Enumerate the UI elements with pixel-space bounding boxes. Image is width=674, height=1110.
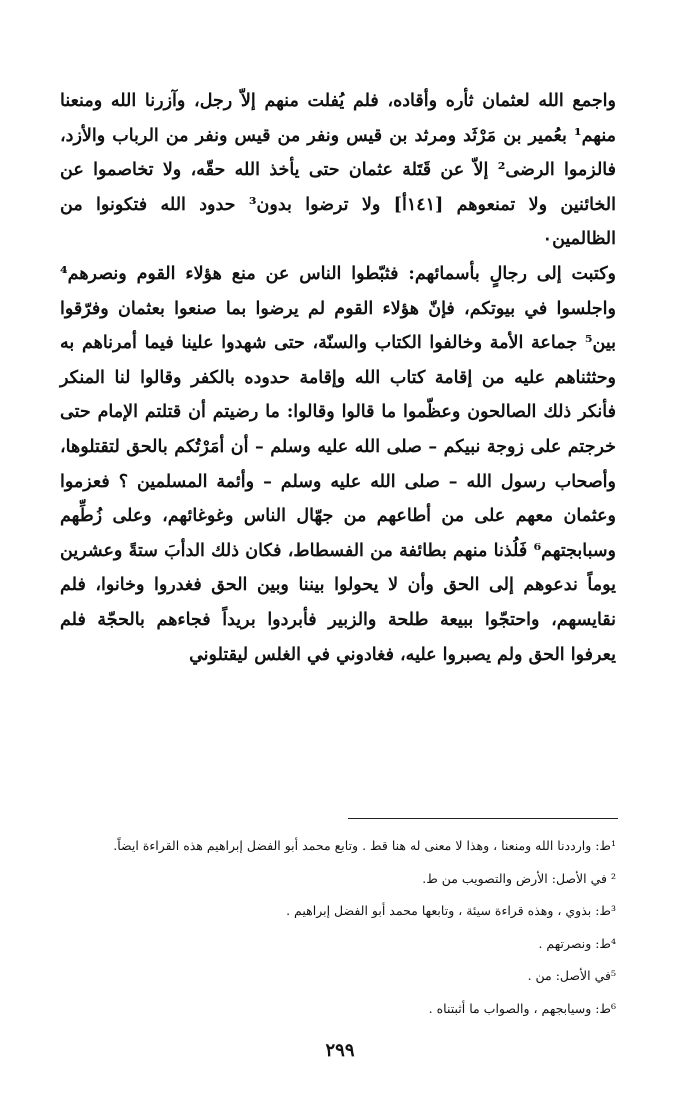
footnote-4: ⁴ط: ونصرتهم . xyxy=(538,935,616,951)
footnote-6: ⁶ط: وسيابجهم ، والصواب ما أثبتناه . xyxy=(428,1000,616,1016)
footnotes xyxy=(60,830,616,1026)
footnote-separator xyxy=(348,818,618,819)
footnote-1: ¹ط: وارددنا الله ومنعنا ، وهذا لا معنى له هنا قط . وتابع محمد أبو الفضل إبراهيم هذه القراءة ايضاً. xyxy=(113,838,616,853)
footnote-2: ² في الأصل: الأرض والتصويب من ط. xyxy=(422,870,616,886)
footnote-5: ⁵في الأصل: من . xyxy=(527,968,616,984)
paragraph-1: واجمع الله لعثمان ثأره وأقاده، فلم يُفلت منهم إلاّ رجل، وآزرنا الله ومنعنا منهم¹ بعُمير بن مَرْثَد ومرثد بن قيس ونفر من قيس ونفر من الرباب والأزد، فالزموا الرضى² إلاّ عن قَتَلة عثمان حتى يأخذ الله حقّه، ولا تخاصموا عن الخائنين ولا تمنعوهم [١٤١أ] ولا ترضوا بدون³ حدود الله فتكونوا من الظالمين٠ xyxy=(60,91,617,250)
footnote-3: ³ط: بذوي ، وهذه قراءة سيئة ، وتابعها محمد أبو الفضل إبراهيم . xyxy=(286,903,616,919)
paragraph-2: وكتبت إلى رجالٍ بأسمائهم: فثبّطوا الناس عن منع هؤلاء القوم ونصرهم⁴ واجلسوا في بيوتكم، فإنّ هؤلاء القوم لم يرضوا بما صنعوا بعثمان وفرّقوا بين⁵ جماعة الأمة وخالفوا الكتاب والسنّة، حتى شهدوا علينا فيما أمرناهم به وحثثناهم عليه من إقامة كتاب الله وإقامة حدوده بالكفر وقالوا لنا المنكر فأنكر ذلك الصالحون وعظّموا ما قالوا وقالوا: ما رضيتم أن قتلتم الإمام حتى خرجتم على زوجة نبيكم – صلى الله عليه وسلم – أن أمَرْتُكم بالحق لتقتلوها، وأصحاب رسول الله – صلى الله عليه وسلم – وأئمة المسلمين ؟ فعزموا وعثمان معهم على من أطاعهم من جهّال الناس وغوغائهم، وعلى زُطِّهم وسبابجتهم⁶ فَلُذنا منهم بطائفة من الفسطاط، فكان ذلك الدأبَ ستةً وعشرين يوماً ندعوهم إلى الحق وأن لا يحولوا بيننا وبين الحق فغدروا وخانوا، فلم نقايسهم، واحتجّوا ببيعة طلحة والزبير فأبردوا بريداً فجاءهم بالحجّة فلم يعرفوا الحق ولم يصبروا عليه، فغادوني في الغلس ليقتلوني xyxy=(60,263,616,665)
page-number: ٢٩٩ xyxy=(325,1040,355,1061)
main-text xyxy=(60,84,616,672)
